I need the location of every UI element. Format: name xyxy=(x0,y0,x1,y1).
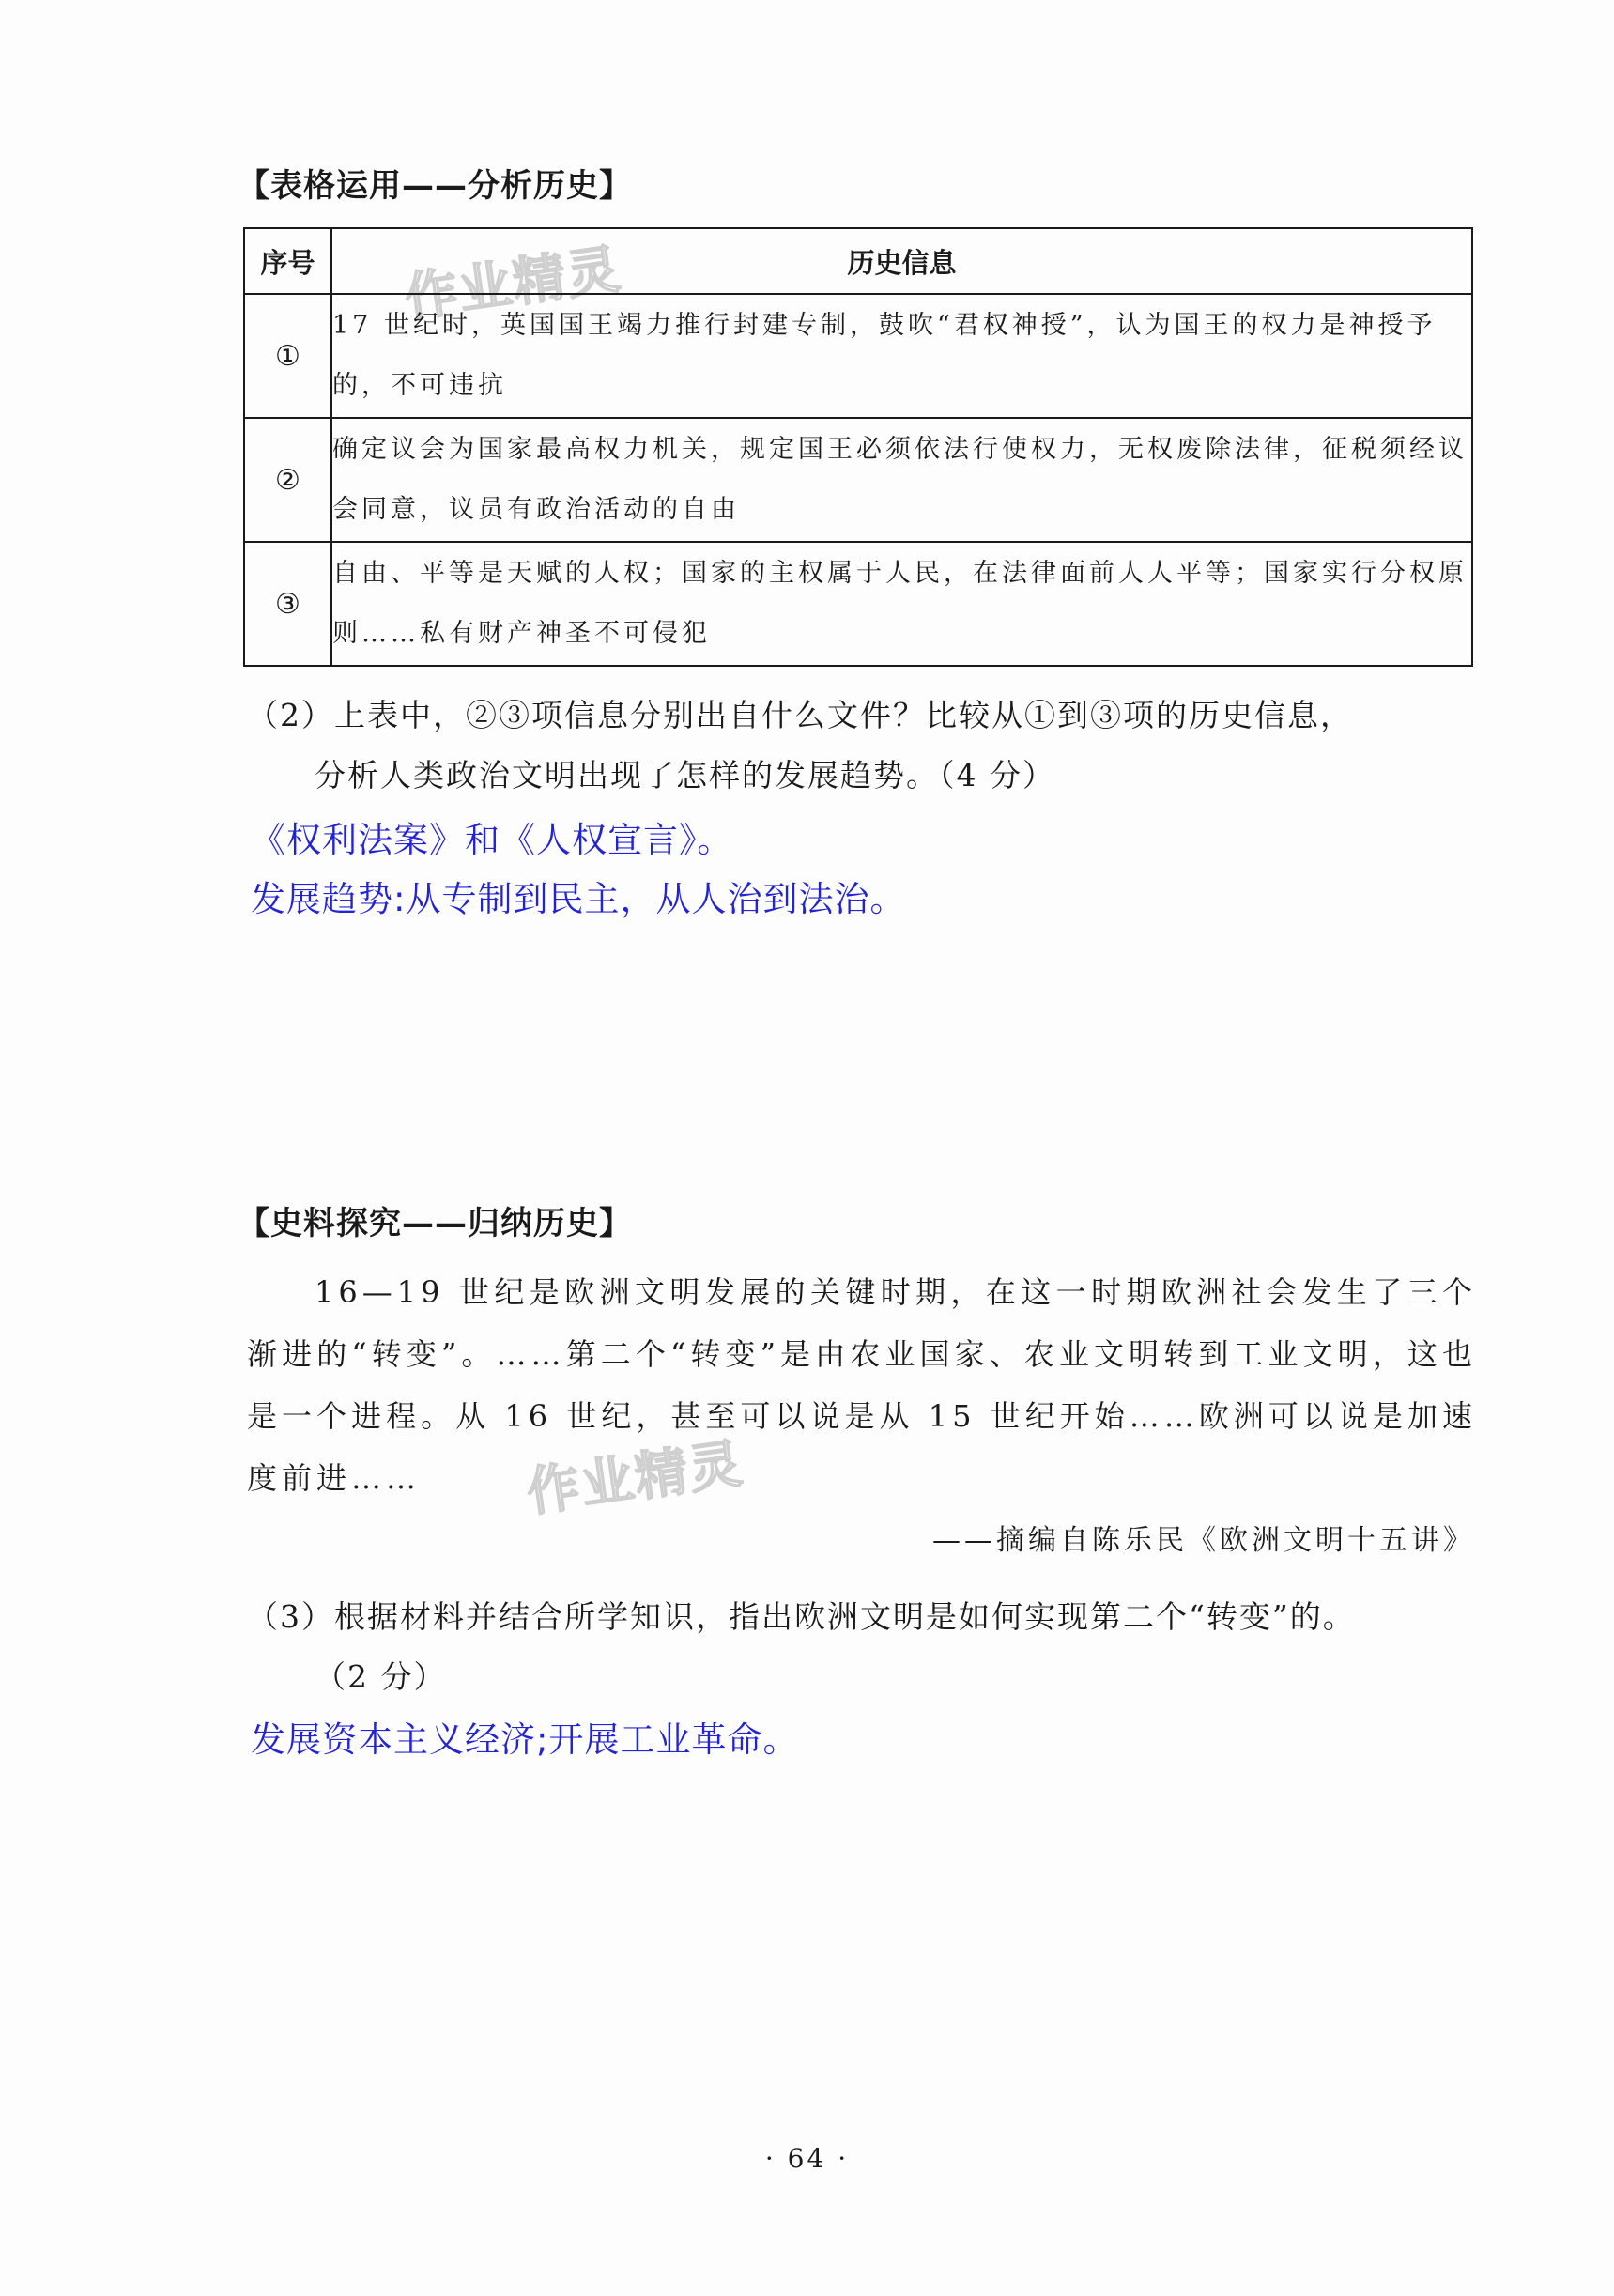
question-3 xyxy=(247,1587,1486,1707)
question-2-line2: 分析人类政治文明出现了怎样的发展趋势。（4 分） xyxy=(315,757,1055,794)
handwritten-answer-transformation: 发展资本主义经济;开展工业革命。 xyxy=(251,1719,799,1760)
section-heading-table: 【表格运用——分析历史】 xyxy=(238,167,632,205)
source-citation: ——摘编自陈乐民《欧洲文明十五讲》 xyxy=(932,1524,1475,1557)
row-text: 确定议会为国家最高权力机关，规定国王必须依法行使权力，无权废除法律，征税须经议会同意，议员有政治活动的自由 xyxy=(331,418,1472,542)
header-history-info: 历史信息 xyxy=(331,228,1472,294)
page-number: · 64 · xyxy=(764,2143,850,2174)
row-number: ② xyxy=(244,418,331,542)
row-number: ③ xyxy=(244,542,331,666)
handwritten-answer-trend: 发展趋势:从专制到民主，从人治到法治。 xyxy=(251,879,906,919)
row-text: 自由、平等是天赋的人权；国家的主权属于人民，在法律面前人人平等；国家实行分权原则……私有财产神圣不可侵犯 xyxy=(331,542,1472,666)
history-info-table xyxy=(243,227,1473,667)
row-text: 17 世纪时，英国国王竭力推行封建专制，鼓吹“君权神授”，认为国王的权力是神授予的，不可违抗 xyxy=(331,294,1472,418)
table-row xyxy=(244,542,1472,666)
watermark: 作业精灵 xyxy=(401,239,626,330)
watermark: 作业精灵 xyxy=(523,1433,748,1524)
question-3-line1: （3）根据材料并结合所学知识，指出欧洲文明是如何实现第二个“转变”的。 xyxy=(247,1598,1356,1635)
table-header-row xyxy=(244,228,1472,294)
table-row xyxy=(244,294,1472,418)
question-2 xyxy=(247,686,1486,806)
handwritten-answer-documents: 《权利法案》和《人权宣言》。 xyxy=(251,820,733,860)
question-2-line1: （2）上表中，②③项信息分别出自什么文件？比较从①到③项的历史信息， xyxy=(247,697,1353,733)
row-number: ① xyxy=(244,294,331,418)
section-heading-material: 【史料探究——归纳历史】 xyxy=(238,1205,632,1242)
source-material-paragraph: 16—19 世纪是欧洲文明发展的关键时期，在这一时期欧洲社会发生了三个渐进的“转变”。……第二个“转变”是由农业国家、农业文明转到工业文明，这也是一个进程。从 16 世纪，甚至可以说是从 15 世纪开始……欧洲可以说是加速度前进…… xyxy=(247,1274,1477,1496)
header-number: 序号 xyxy=(244,228,331,294)
table-row xyxy=(244,418,1472,542)
question-3-line2: （2 分） xyxy=(315,1658,447,1695)
